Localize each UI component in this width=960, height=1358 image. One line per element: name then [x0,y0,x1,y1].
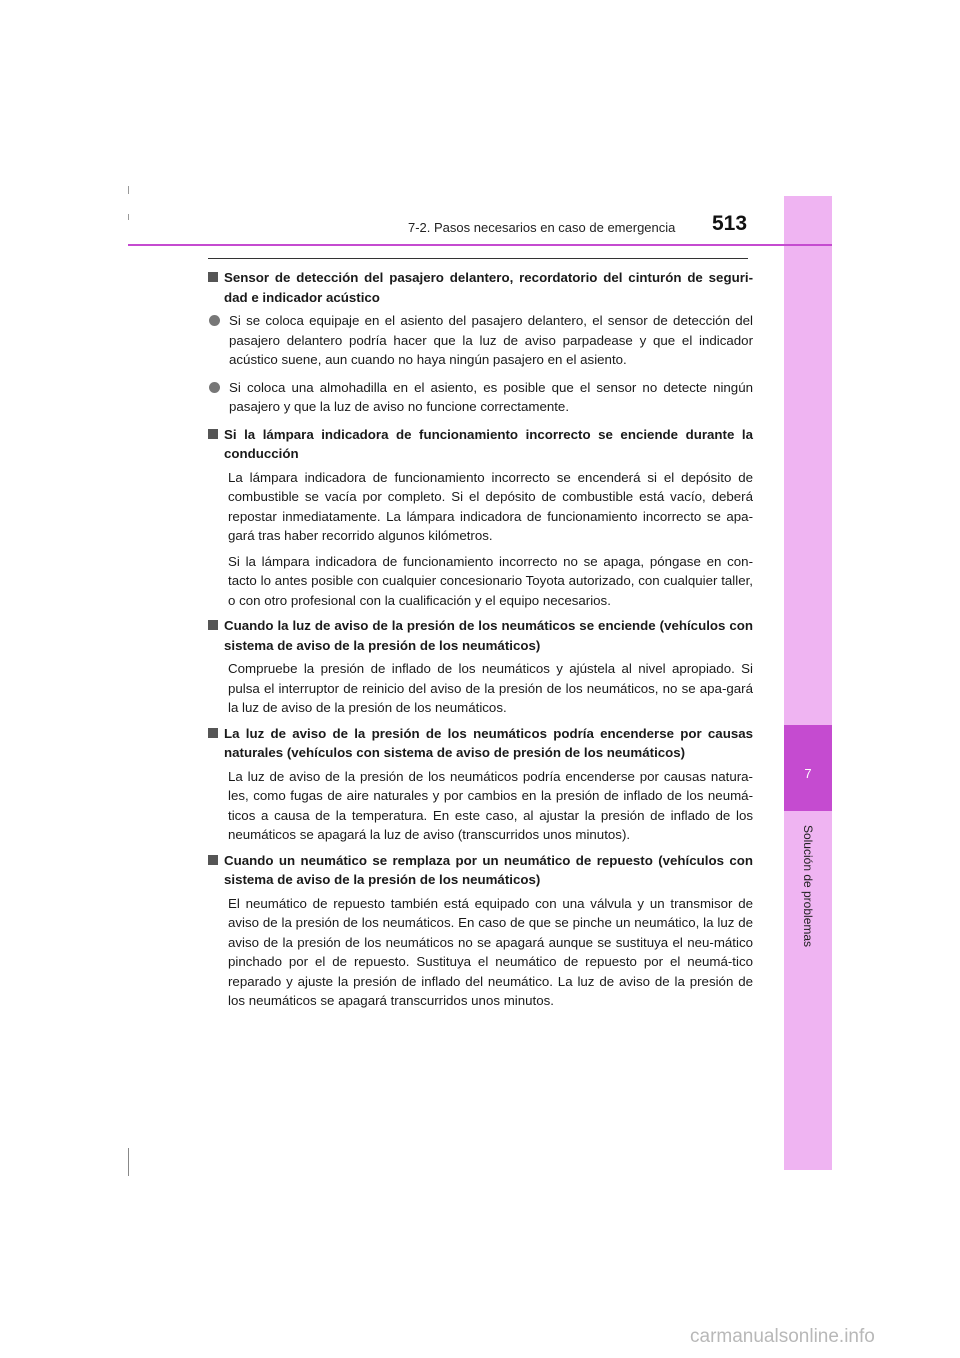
bullet-item: Si coloca una almohadilla en el asiento, es posible que el sensor no detecte ningún pasajero y que la luz de aviso no funcione correctamente. [208,378,753,417]
top-rule [208,258,748,259]
crop-mark [128,1148,129,1176]
section [208,268,753,417]
page-number: 513 [712,212,748,235]
watermark: carmanualsonline.info [690,1326,875,1347]
crop-mark [128,214,129,220]
square-bullet-icon [208,272,218,282]
header-line [128,244,832,246]
chapter-title: Solución de problemas [801,824,815,948]
section [208,425,753,611]
square-bullet-icon [208,620,218,630]
circle-bullet-icon [209,315,220,326]
circle-bullet-icon [209,382,220,393]
section-heading: Cuando la luz de aviso de la presión de los neumáticos se enciende (vehículos con sistema de aviso de la presión de los neumáticos) [208,616,753,655]
section [208,616,753,718]
square-bullet-icon [208,728,218,738]
section-heading: La luz de aviso de la presión de los neumáticos podría encenderse por causas naturales (vehículos con sistema de aviso de presión de los neumáticos) [208,724,753,763]
page-content [208,268,753,1017]
paragraph: La lámpara indicadora de funcionamiento incorrecto se encenderá si el depósito de combustible se vacía por completo. Si el depósito de combustible está vacío, deberá repostar inmediatamente. La lámpara indicadora de funcionamiento incorrecto se apa-gará tras haber recorrido algunos kilómetros. [228,469,753,543]
square-bullet-icon [208,429,218,439]
bullet-item: Si se coloca equipaje en el asiento del pasajero delantero, el sensor de detección del pasajero delantero podría hacer que la luz de aviso parpadease y que el indicador acústico suene, aun cuando no haya ningún pasajero en el asiento. [208,311,753,370]
chapter-number: 7 [804,766,812,781]
paragraph: El neumático de repuesto también está equipado con una válvula y un transmisor de aviso de la presión de los neumáticos. En caso de que se pinche un neumático, la luz de aviso de la presión de los neumáticos no se apagará aunque se sustituya el neu-mático pinchado por el de repuesto. Sustituya el neumático de repuesto por el neumá-tico reparado y ajuste la presión de inflado del neumático. La luz de aviso de la presión de los neumáticos se apagará transcurridos unos minutos. [228,895,753,1008]
section-heading: Sensor de detección del pasajero delantero, recordatorio del cinturón de seguri-dad e indicador acústico [208,268,753,307]
paragraph: Si la lámpara indicadora de funcionamiento incorrecto no se apaga, póngase en con-tacto lo antes posible con cualquier concesionario Toyota autorizado, con cualquier taller, o con otro profesional con la cualificación y el equipo necesarios. [228,553,753,608]
crop-mark [128,186,129,194]
section-title: 7-2. Pasos necesarios en caso de emergencia [408,220,676,235]
section-heading: Cuando un neumático se remplaza por un neumático de repuesto (vehículos con sistema de aviso de la presión de los neumáticos) [208,851,753,890]
section [208,851,753,1011]
chapter-side-tab [784,196,832,1170]
paragraph: La luz de aviso de la presión de los neumáticos podría encenderse por causas natura-les, como fugas de aire naturales y por cambios en la presión de inflado de los neumá-ticos a causa de la temperatura. En este caso, al ajustar la presión de inflado de los neumáticos se apagará la luz de aviso (transcurridos unos minutos). [228,768,753,842]
square-bullet-icon [208,855,218,865]
section-heading: Si la lámpara indicadora de funcionamiento incorrecto se enciende durante la conducción [208,425,753,464]
paragraph: Compruebe la presión de inflado de los neumáticos y ajústela al nivel apropiado. Si pulsa el interruptor de reinicio del aviso de la presión de los neumáticos, no se apa-gará la luz de aviso de la presión de los neumáticos. [228,661,753,715]
section [208,724,753,845]
